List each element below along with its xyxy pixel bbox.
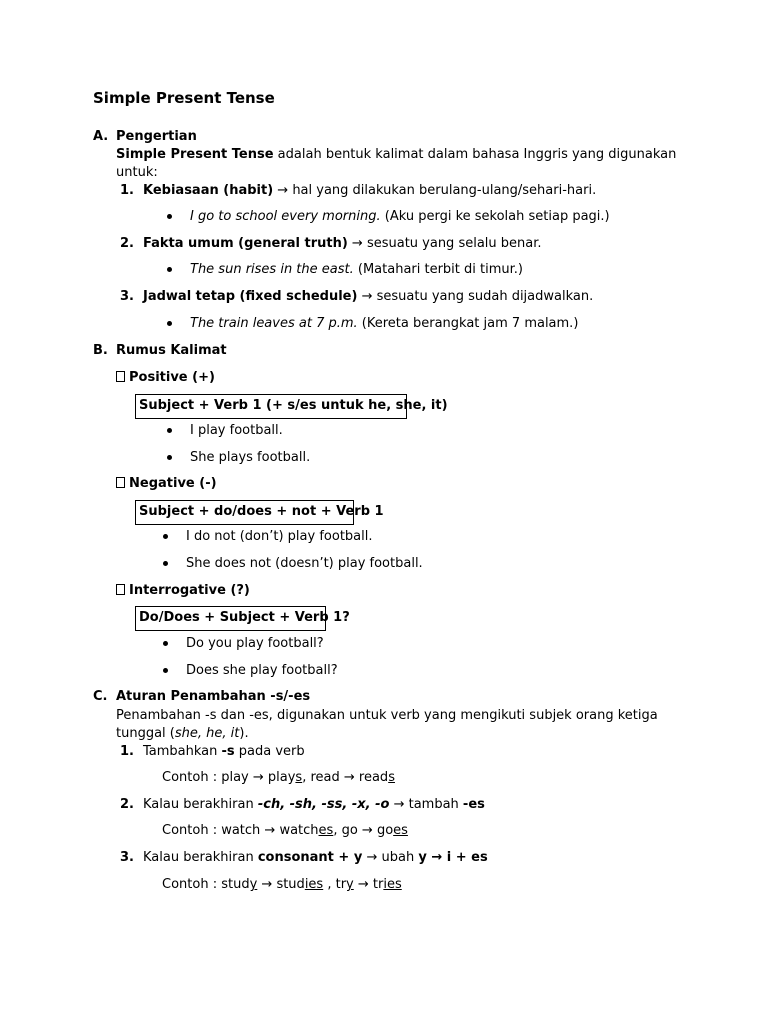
interrogative-formula-box: Do/Does + Subject + Verb 1? — [135, 606, 326, 631]
rule-1-example-mid: , read → read — [302, 770, 389, 785]
rule-3-example-mid2: , tr — [323, 877, 347, 892]
positive-formula-box: Subject + Verb 1 (+ s/es untuk he, she, it) — [135, 394, 407, 419]
item-1-example — [190, 208, 610, 226]
negative-label — [116, 475, 217, 493]
bullet-icon — [163, 641, 168, 646]
bullet-icon — [163, 561, 168, 566]
item-1-term: Kebiasaan (habit) — [143, 183, 274, 198]
rule-3-change: y → i + es — [418, 850, 488, 865]
rule-2-text — [143, 796, 485, 814]
rule-2-example-pre: Contoh : watch → watch — [162, 823, 319, 838]
rule-3-example — [162, 876, 402, 894]
item-2-example — [190, 261, 523, 279]
bullet-icon — [163, 534, 168, 539]
rule-2-suffix: -es — [462, 797, 485, 812]
rule-3-example-u4: ies — [383, 877, 402, 892]
rule-3-text — [143, 849, 488, 867]
negative-example-2: She does not (doesn’t) play football. — [186, 556, 423, 571]
section-a-intro — [116, 146, 676, 164]
bullet-icon — [167, 455, 172, 460]
rule-2-example-suffix-1: es — [318, 823, 334, 838]
checkbox-icon — [116, 477, 125, 488]
item-2-desc: → sesuatu yang selalu benar. — [347, 236, 542, 251]
section-a-heading: Pengertian — [116, 129, 197, 144]
rule-3-pre: Kalau berakhiran — [143, 850, 258, 865]
bullet-icon — [167, 267, 172, 272]
negative-formula-box: Subject + do/does + not + Verb 1 — [135, 500, 354, 525]
item-3-example — [190, 315, 578, 333]
rule-3-example-mid3: → tr — [353, 877, 384, 892]
section-c-heading: Aturan Penambahan -s/-es — [116, 689, 311, 704]
item-1-desc: → hal yang dilakukan berulang-ulang/sehari-hari. — [273, 183, 597, 198]
positive-example-1: I play football. — [190, 423, 283, 438]
intro-line2-post: ). — [239, 726, 249, 741]
section-c-intro-line1: Penambahan -s dan -es, digunakan untuk verb yang mengikuti subjek orang ketiga — [116, 708, 658, 723]
bullet-icon — [163, 668, 168, 673]
positive-label — [116, 369, 215, 387]
rule-2-pre: Kalau berakhiran — [143, 797, 258, 812]
bullet-icon — [167, 214, 172, 219]
positive-example-2: She plays football. — [190, 450, 311, 465]
rule-3-example-u2: ies — [304, 877, 324, 892]
item-2-example-en: The sun rises in the east. — [190, 262, 354, 277]
bullet-icon — [167, 428, 172, 433]
item-2-term: Fakta umum (general truth) — [143, 236, 348, 251]
rule-3-example-u3: y — [346, 877, 354, 892]
rule-3-example-pre: Contoh : stud — [162, 877, 250, 892]
rule-2-example — [162, 822, 408, 840]
section-b-letter: B. — [93, 343, 108, 358]
item-3-desc: → sesuatu yang sudah dijadwalkan. — [357, 289, 594, 304]
section-a-letter: A. — [93, 129, 109, 144]
section-b-heading: Rumus Kalimat — [116, 343, 227, 358]
checkbox-icon — [116, 584, 125, 595]
section-c-intro-line2 — [116, 725, 249, 743]
rule-1-example — [162, 769, 395, 787]
item-3-number: 3. — [120, 289, 134, 304]
item-3-term: Jadwal tetap (fixed schedule) — [143, 289, 358, 304]
intro-line2-pronouns: she, he, it — [174, 726, 240, 741]
section-c-letter: C. — [93, 689, 108, 704]
interrogative-example-1: Do you play football? — [186, 636, 324, 651]
rule-1-number: 1. — [120, 744, 134, 759]
page-title: Simple Present Tense — [93, 89, 275, 107]
rule-2-number: 2. — [120, 797, 134, 812]
rule-2-example-suffix-2: es — [393, 823, 408, 838]
item-2-number: 2. — [120, 236, 134, 251]
checkbox-icon — [116, 371, 125, 382]
positive-label-text: Positive (+) — [129, 370, 215, 385]
rule-3-condition: consonant + y — [257, 850, 363, 865]
interrogative-label — [116, 582, 250, 600]
rule-3-number: 3. — [120, 850, 134, 865]
interrogative-label-text: Interrogative (?) — [129, 583, 250, 598]
rule-1-example-suffix-1: s — [295, 770, 303, 785]
negative-label-text: Negative (-) — [129, 476, 217, 491]
rule-2-endings: -ch, -sh, -ss, -x, -o — [257, 797, 390, 812]
rule-1-example-suffix-2: s — [388, 770, 395, 785]
rule-1-text — [143, 743, 305, 761]
item-2-example-id: (Matahari terbit di timur.) — [353, 262, 523, 277]
rule-2-example-mid: , go → go — [333, 823, 394, 838]
rule-1-suffix: -s — [221, 744, 235, 759]
intro-term: Simple Present Tense — [116, 147, 274, 162]
rule-1-example-pre: Contoh : play → play — [162, 770, 296, 785]
rule-3-mid: → ubah — [362, 850, 419, 865]
item-3-example-id: (Kereta berangkat jam 7 malam.) — [357, 316, 579, 331]
rule-3-example-mid1: → stud — [257, 877, 305, 892]
intro-line2-pre: tunggal ( — [116, 726, 175, 741]
rule-2-mid: → tambah — [389, 797, 463, 812]
item-1-number: 1. — [120, 183, 134, 198]
item-1-example-id: (Aku pergi ke sekolah setiap pagi.) — [380, 209, 610, 224]
bullet-icon — [167, 321, 172, 326]
section-a-intro-line2: untuk: — [116, 165, 158, 180]
intro-text: adalah bentuk kalimat dalam bahasa Inggris yang digunakan — [273, 147, 677, 162]
item-3-example-en: The train leaves at 7 p.m. — [190, 316, 358, 331]
item-1-definition — [143, 182, 596, 200]
rule-1-pre: Tambahkan — [143, 744, 222, 759]
rule-1-post: pada verb — [234, 744, 305, 759]
interrogative-example-2: Does she play football? — [186, 663, 338, 678]
rule-3-example-u1: y — [249, 877, 258, 892]
item-1-example-en: I go to school every morning. — [190, 209, 381, 224]
item-3-definition — [143, 288, 593, 306]
negative-example-1: I do not (don’t) play football. — [186, 529, 373, 544]
item-2-definition — [143, 235, 542, 253]
